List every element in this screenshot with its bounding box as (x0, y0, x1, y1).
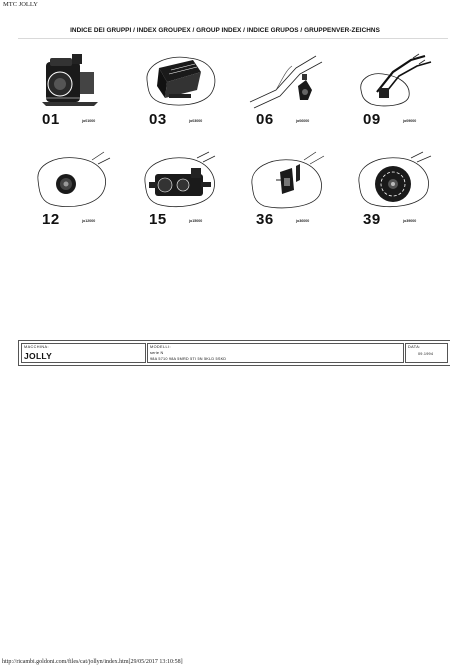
gearbox-icon (139, 150, 221, 212)
group-item-09[interactable] (343, 50, 450, 140)
models-label: MODELLI: (150, 345, 171, 349)
group-code: jo03000 (189, 119, 203, 123)
frame-part-icon (246, 50, 328, 112)
machine-label: MACCHINA: (24, 345, 49, 349)
group-item-36[interactable] (236, 150, 343, 240)
group-number: 06 (256, 111, 274, 128)
page-title: INDICE DEI GRUPPI / INDEX GROUPEX / GROUP INDEX / INDICE GRUPOS / GRUPPENVER-ZEICHNS (70, 27, 380, 34)
group-item-01[interactable] (22, 50, 129, 140)
hood-icon (139, 50, 221, 112)
group-number: 01 (42, 111, 60, 128)
models-series: serie N (150, 351, 164, 355)
group-item-06[interactable] (236, 50, 343, 140)
group-item-12[interactable] (22, 150, 129, 240)
machine-value: JOLLY (24, 351, 53, 361)
clutch-icon (32, 150, 114, 212)
engine-icon (32, 50, 114, 112)
machine-info-box (18, 340, 450, 366)
group-item-39[interactable] (343, 150, 450, 240)
group-number: 09 (363, 111, 381, 128)
group-code: jo09000 (403, 119, 417, 123)
group-item-15[interactable] (129, 150, 236, 240)
handlebar-icon (353, 50, 435, 112)
group-number: 12 (42, 211, 60, 228)
group-code: jo01000 (82, 119, 96, 123)
date-label: DATA: (408, 345, 421, 349)
models-list: 98A 5710 98A 5MRD 5TI 5N 5KLD 5SKD (150, 357, 227, 361)
group-number: 39 (363, 211, 381, 228)
group-code: jo39000 (403, 219, 417, 223)
group-code: jo36000 (296, 219, 310, 223)
title-divider (18, 38, 448, 39)
group-item-03[interactable] (129, 50, 236, 140)
group-number: 15 (149, 211, 167, 228)
models-field (147, 343, 404, 363)
date-value: 09.1994 (418, 352, 434, 356)
page-url: http://ricambi.goldoni.com/files/cat/jollyn/index.htm[29/05/2017 13:10:58] (2, 659, 183, 665)
group-number: 03 (149, 111, 167, 128)
machine-field (21, 343, 146, 363)
group-code: jo06000 (296, 119, 310, 123)
wheel-icon (353, 150, 435, 212)
group-number: 36 (256, 211, 274, 228)
group-code: jo12000 (82, 219, 96, 223)
group-code: jo15000 (189, 219, 203, 223)
browser-title: MTC JOLLY (3, 1, 38, 8)
bracket-icon (246, 150, 328, 212)
date-field (405, 343, 448, 363)
